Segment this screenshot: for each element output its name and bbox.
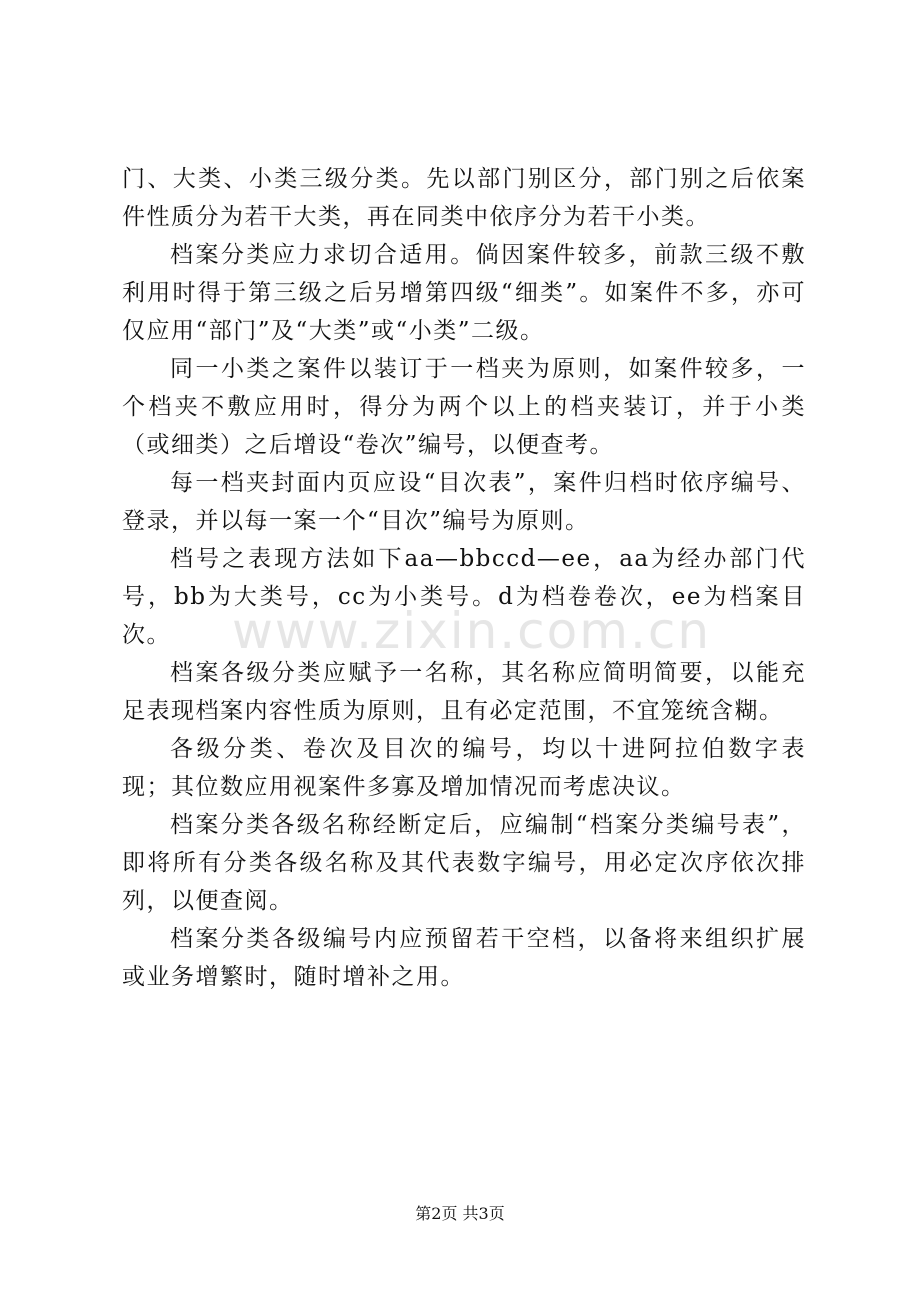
paragraph-8: 档案分类各级名称经断定后，应编制“档案分类编号表”，即将所有分类各级名称及其代表数字编号，用必定次序依次排列，以便查阅。	[122, 812, 806, 914]
paragraph-2: 档案分类应力求切合适用。倘因案件较多，前款三级不敷利用时得于第三级之后另增第四级“细类”。如案件不多，亦可仅应用“部门”及“大类”或“小类”二级。	[122, 242, 806, 344]
paragraph-5: 档号之表现方法如下aa—bbccd—ee，aa为经办部门代号，bb为大类号，cc为小类号。d为档卷卷次，ee为档案目次。	[122, 546, 806, 648]
paragraph-6: 档案各级分类应赋予一名称，其名称应简明简要，以能充足表现档案内容性质为原则，且有必定范围，不宜笼统含糊。	[122, 660, 806, 724]
watermark: www.zixin.com.cn	[232, 602, 712, 660]
paragraph-1: 门、大类、小类三级分类。先以部门别区分，部门别之后依案件性质分为若干大类，再在同类中依序分为若干小类。	[122, 166, 806, 230]
paragraph-4: 每一档夹封面内页应设“目次表”，案件归档时依序编号、登录，并以每一案一个“目次”编号为原则。	[122, 470, 806, 534]
paragraph-7: 各级分类、卷次及目次的编号，均以十进阿拉伯数字表现；其位数应用视案件多寡及增加情况而考虑决议。	[122, 736, 806, 800]
document-body	[122, 160, 806, 996]
page-number: 第2页 共3页	[415, 1204, 505, 1223]
paragraph-3: 同一小类之案件以装订于一档夹为原则，如案件较多，一个档夹不敷应用时，得分为两个以上的档夹装订，并于小类（或细类）之后增设“卷次”编号，以便查考。	[122, 356, 806, 458]
paragraph-9: 档案分类各级编号内应预留若干空档，以备将来组织扩展或业务增繁时，随时增补之用。	[122, 926, 806, 990]
